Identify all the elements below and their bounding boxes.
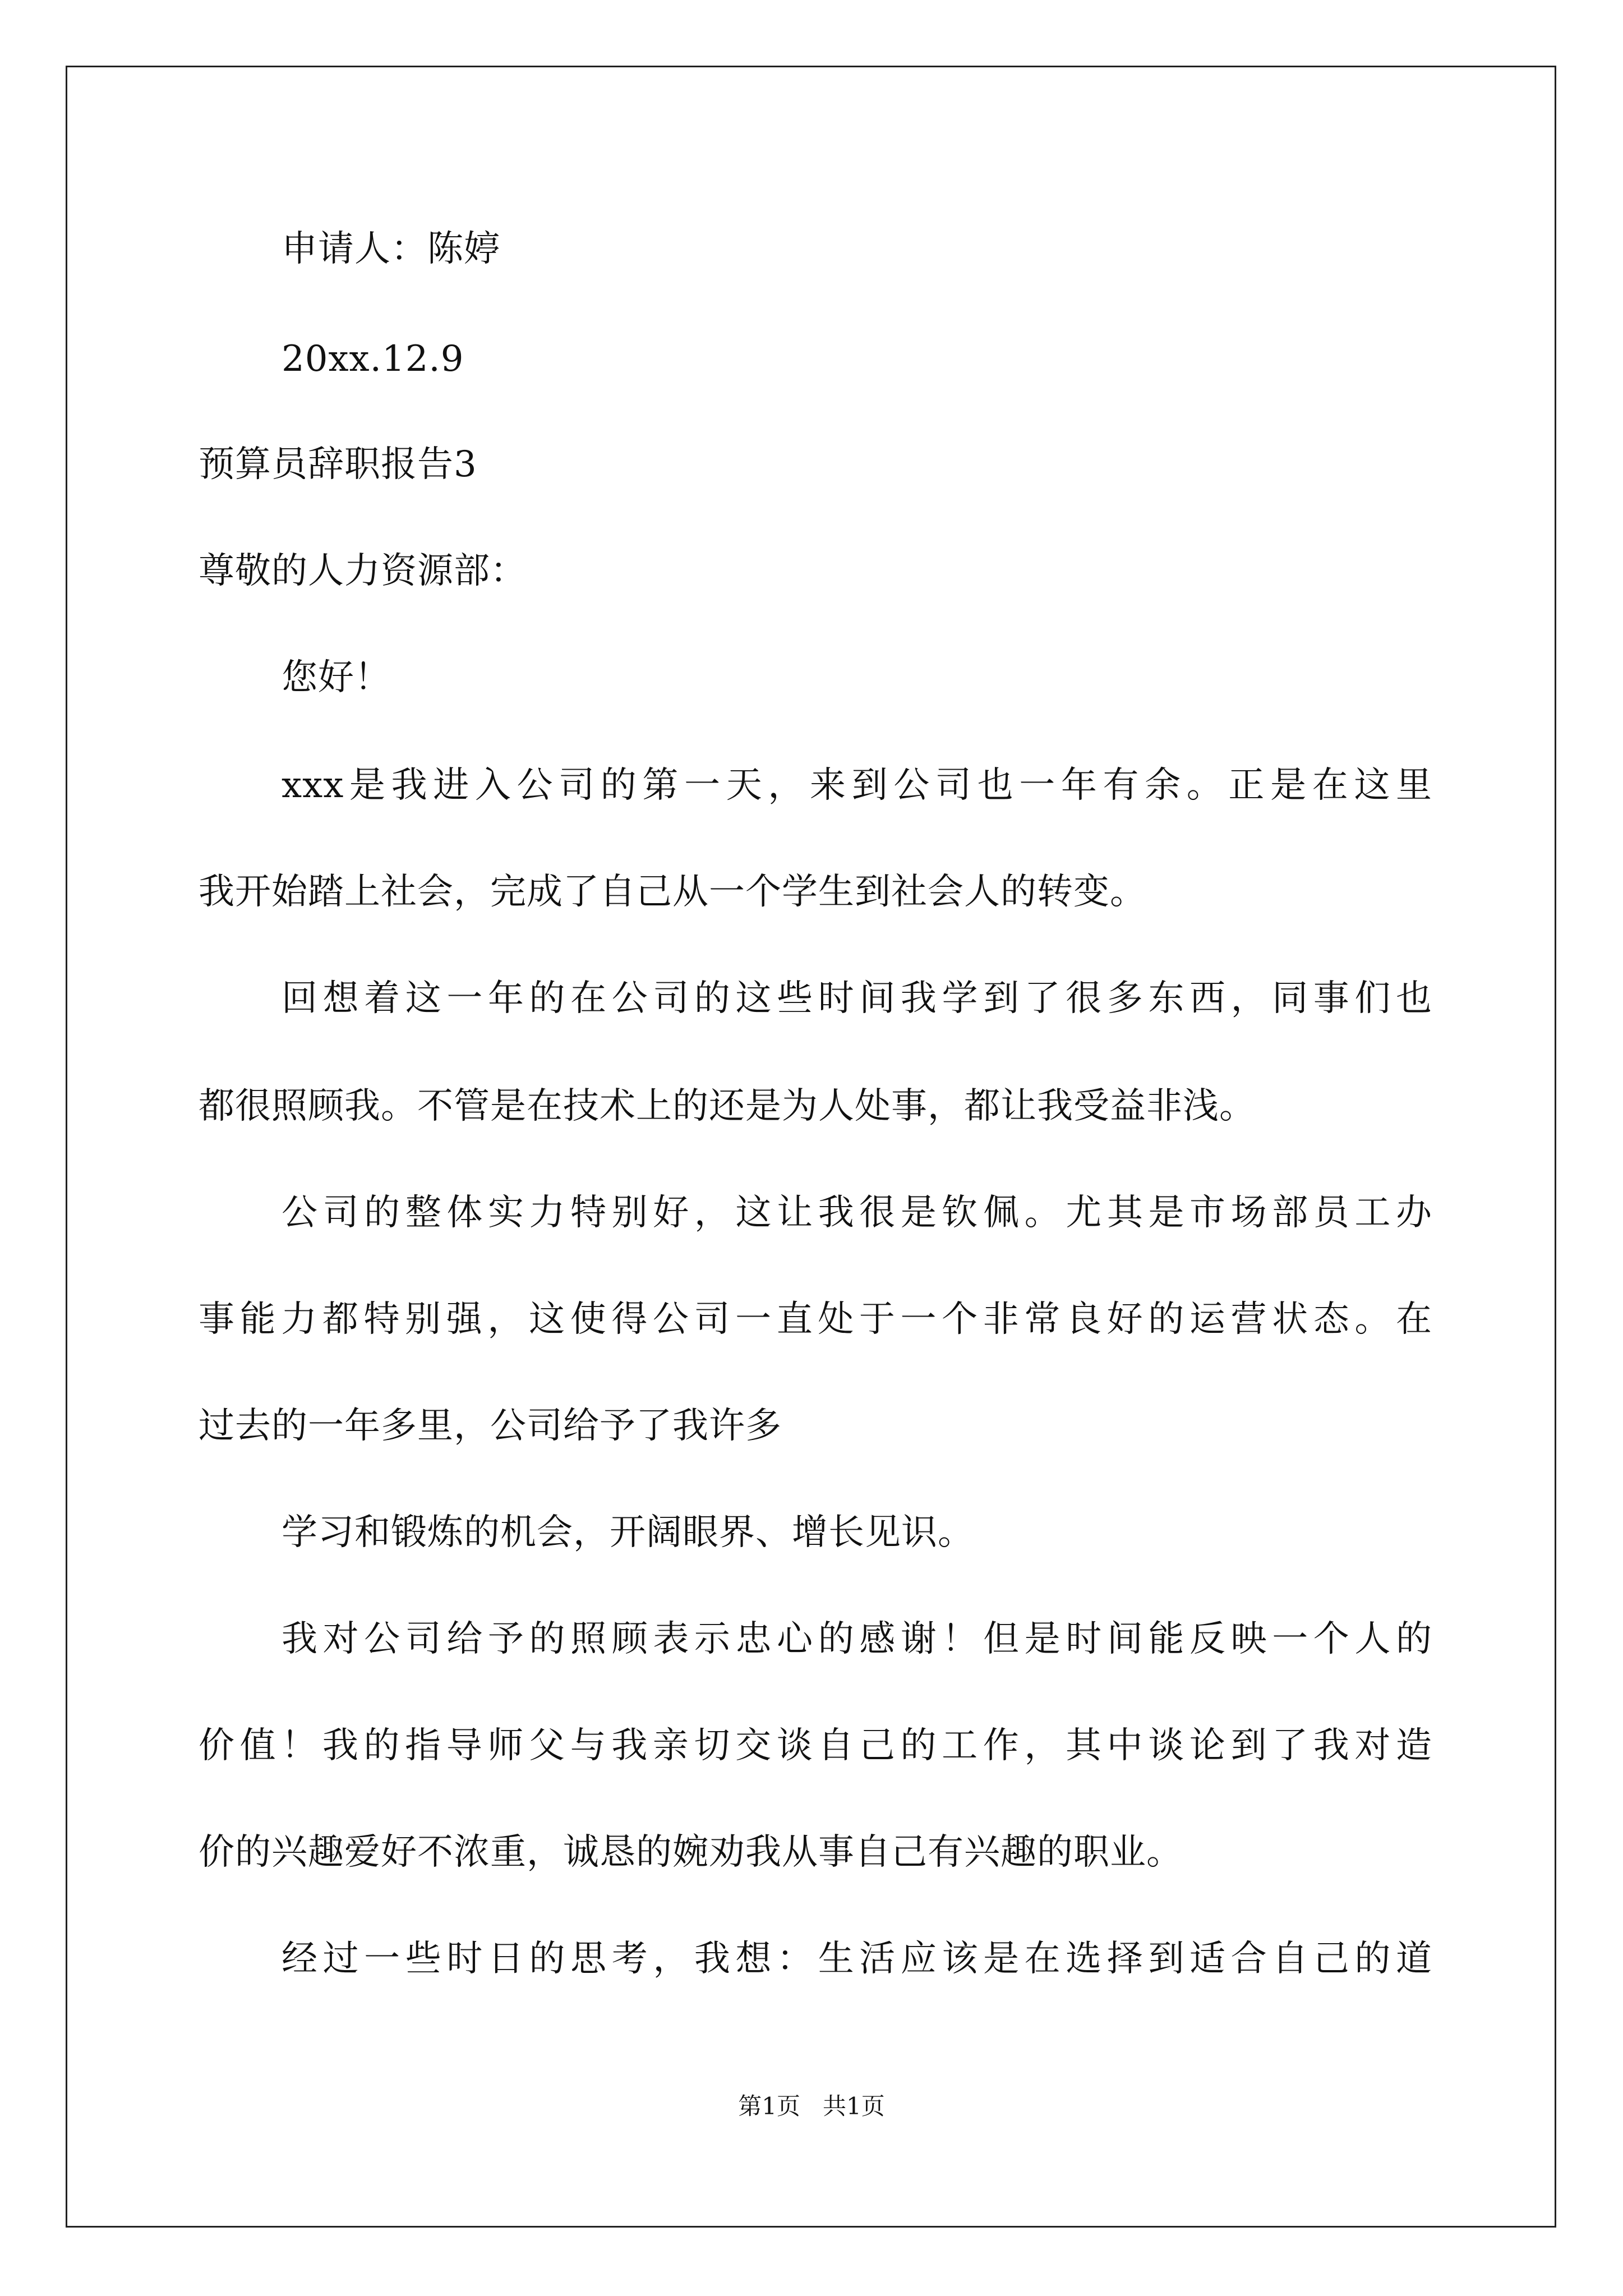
date-line: 20xx.12.9 (282, 338, 464, 380)
paragraph-1-line-1: xxx是我进入公司的第一天，来到公司也一年有余。正是在这里 (282, 765, 1432, 806)
paragraph-2-line-1: 回想着这一年的在公司的这些时间我学到了很多东西，同事们也 (282, 978, 1432, 1019)
paragraph-5-line-3: 价的兴趣爱好不浓重，诚恳的婉劝我从事自己有兴趣的职业。 (199, 1832, 1183, 1873)
page-footer: 第1页 共1页 (738, 2092, 885, 2120)
paragraph-2-line-2: 都很照顾我。不管是在技术上的还是为人处事，都让我受益非浅。 (199, 1085, 1256, 1127)
paragraph-4-line-1: 学习和锻炼的机会，开阔眼界、增长见识。 (282, 1512, 974, 1553)
paragraph-3-line-2: 事能力都特别强，这使得公司一直处于一个非常良好的运营状态。在 (199, 1299, 1432, 1340)
salutation: 尊敬的人力资源部： (199, 550, 527, 592)
paragraph-5-line-1: 我对公司给予的照顾表示忠心的感谢！但是时间能反映一个人的 (282, 1618, 1432, 1660)
paragraph-6-line-1: 经过一些时日的思考，我想：生活应该是在选择到适合自己的道 (282, 1938, 1432, 1980)
paragraph-5-line-2: 价值！我的指导师父与我亲切交谈自己的工作，其中谈论到了我对造 (199, 1725, 1432, 1766)
applicant-line: 申请人：陈婷 (282, 228, 500, 270)
paragraph-1-line-2: 我开始踏上社会，完成了自己从一个学生到社会人的转变。 (199, 871, 1146, 913)
page-border (66, 66, 1556, 2228)
section-title: 预算员辞职报告3 (199, 444, 477, 485)
paragraph-3-line-1: 公司的整体实力特别好，这让我很是钦佩。尤其是市场部员工办 (282, 1192, 1432, 1234)
paragraph-3-line-3: 过去的一年多里，公司给予了我许多 (199, 1405, 782, 1447)
greeting: 您好！ (282, 657, 391, 698)
